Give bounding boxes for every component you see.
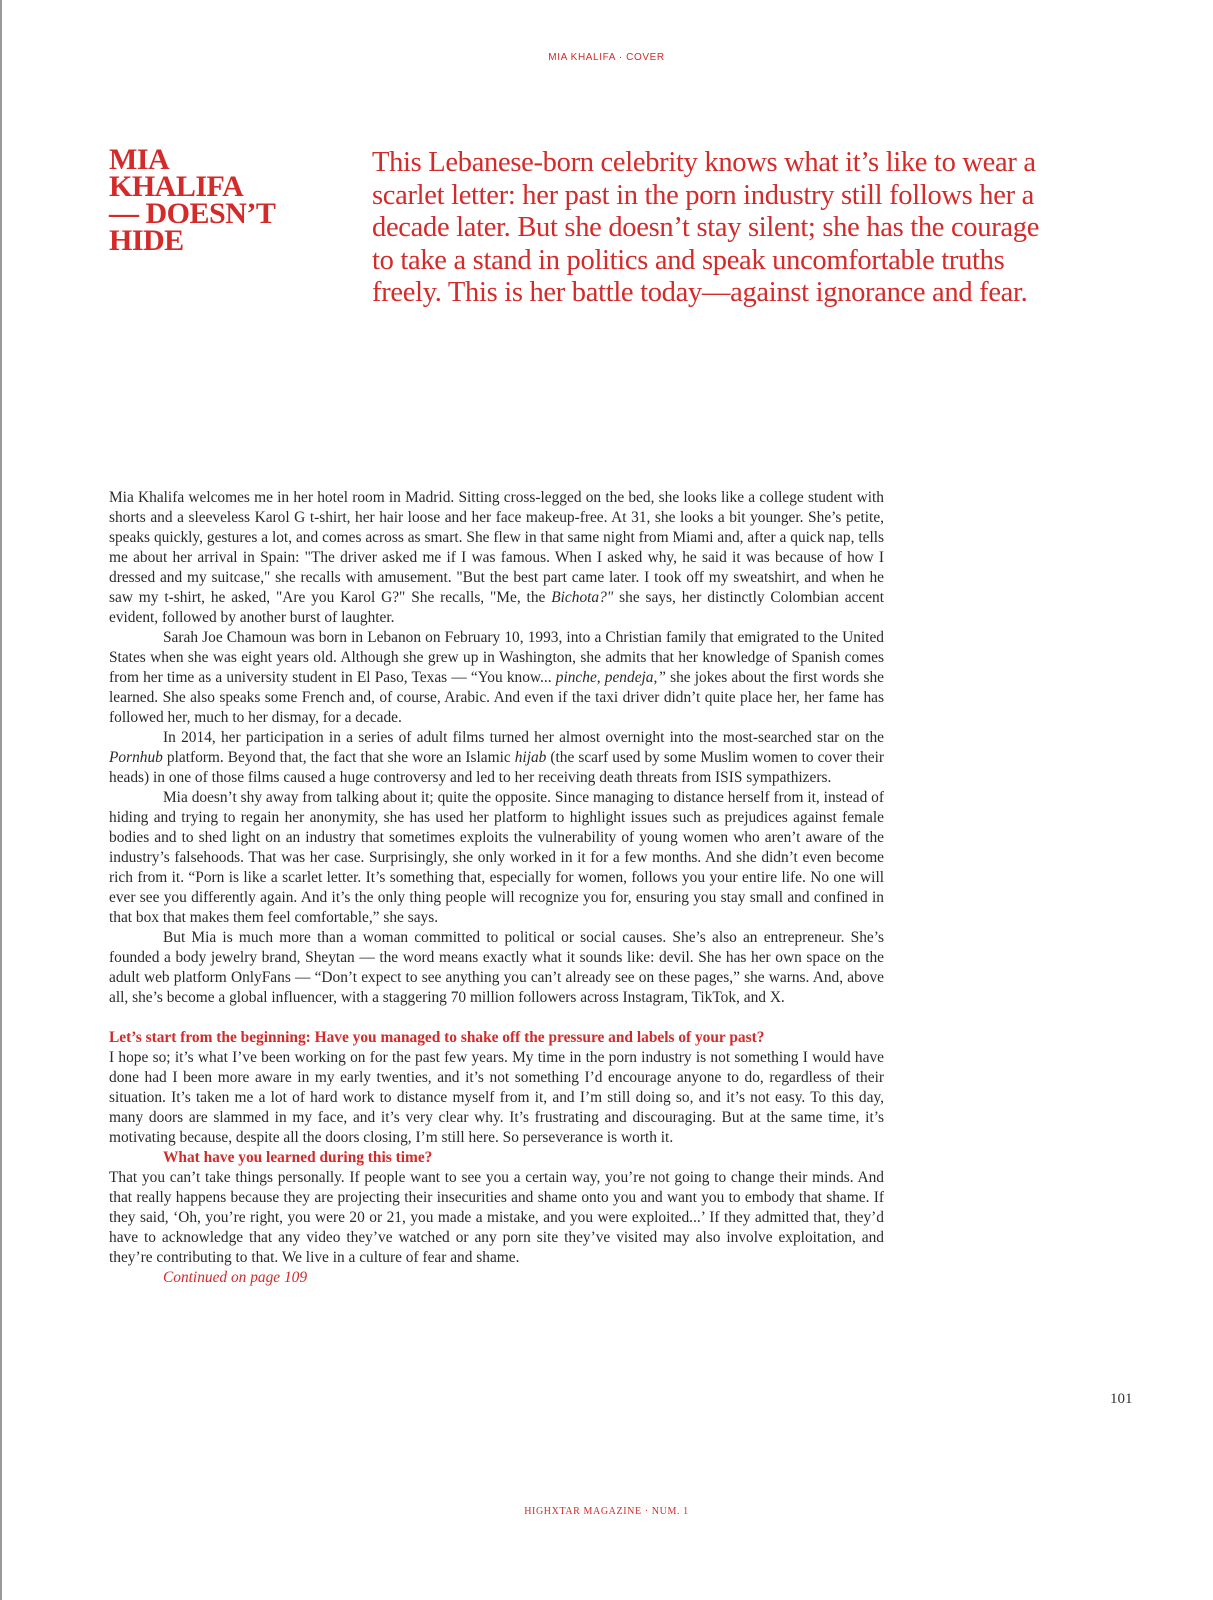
- article-body: [109, 488, 884, 1288]
- footer-magazine-title: HIGHXTAR MAGAZINE · NUM. 1: [524, 1506, 689, 1517]
- intro-paragraph-5: But Mia is much more than a woman committed to political or social causes. She’s also an entrepreneur. She’s founded a body jewelry brand, Sheytan — the word means exactly what it sounds like: devil. She has her own space on the adult web platform OnlyFans — “Don’t expect to see anything you can’t already see on these pages,” she warns. And, above all, she’s become a global influencer, with a staggering 70 million followers across Instagram, TikTok, and X.: [109, 929, 884, 1006]
- italic-text: pinche, pendeja,”: [555, 669, 666, 686]
- interview-question-2: What have you learned during this time?: [163, 1149, 433, 1166]
- interview-question-1: Let’s start from the beginning: Have you managed to shake off the pressure and labels of your past?: [109, 1029, 765, 1046]
- paragraph-text: In 2014, her participation in a series of adult films turned her almost overnight into the most-searched star on the: [163, 729, 884, 746]
- paragraph-text: she jokes about the first words she learned. She also speaks some French and, of course, Arabic. And even if the taxi driver didn’t quite place her, her fame has followed her, much to her dismay, for a decade.: [109, 669, 884, 726]
- interview-answer-1: I hope so; it’s what I’ve been working on for the past few years. My time in the porn industry is not something I would have done had I been more aware in my early twenties, and it’s not something I’d encourage anyone to do, regardless of their situation. It’s taken me a lot of hard work to distance myself from it, and I’m still doing so, and it’s not easy. To this day, many doors are slammed in my face, and it’s very clear why. It’s frustrating and discouraging. But at the same time, it’s motivating because, despite all the doors closing, I’m still here. So perseverance is worth it.: [109, 1049, 884, 1146]
- running-head: MIA KHALIFA · COVER: [548, 52, 665, 63]
- page-edge-line: [0, 0, 2, 1600]
- intro-paragraph-2: [109, 628, 884, 728]
- headline-line: MIA: [109, 143, 170, 176]
- headline-line: HIDE: [109, 224, 184, 257]
- italic-text: hijab: [514, 749, 547, 766]
- intro-paragraph-1: [109, 488, 884, 628]
- headline: [109, 143, 339, 257]
- paragraph-text: platform. Beyond that, the fact that she wore an Islamic: [162, 749, 515, 766]
- italic-text: Bichota?": [551, 589, 614, 606]
- section-spacer: [109, 1008, 884, 1028]
- page-number: 101: [1110, 1391, 1133, 1407]
- standfirst: This Lebanese-born celebrity knows what it’s like to wear a scarlet letter: her past in the porn industry still follows her a decade later. But she doesn’t stay silent; she has the courage to take a stand in politics and speak uncomfortable truths freely. This is her battle today—against ignorance and fear.: [372, 147, 1040, 308]
- headline-line: — DOESN’T: [109, 197, 276, 230]
- continued-note: Continued on page 109: [163, 1269, 308, 1286]
- paragraph-text: Mia Khalifa welcomes me in her hotel room in Madrid. Sitting cross-legged on the bed, she looks like a college student with shorts and a sleeveless Karol G t-shirt, her hair loose and her face makeup-free. At 31, she looks a bit younger. She’s petite, speaks quickly, gestures a lot, and comes across as smart. She flew in that same night from Miami and, after a quick nap, tells me about her arrival in Spain: "The driver asked me if I was famous. When I asked why, he said it was because of how I dressed and my suitcase," she recalls with amusement. "But the best part came later. I took off my sweatshirt, and when he saw my t-shirt, he asked, "Are you Karol G?" She recalls, "Me, the: [109, 489, 884, 606]
- intro-paragraph-4: Mia doesn’t shy away from talking about it; quite the opposite. Since managing to distance herself from it, instead of hiding and trying to regain her anonymity, she has used her platform to highlight issues such as prejudices against female bodies and to shed light on an industry that sometimes exploits the vulnerability of young women who aren’t aware of the industry’s falsehoods. That was her case. Surprisingly, she only worked in it for a few months. And she didn’t even become rich from it. “Porn is like a scarlet letter. It’s something that, especially for women, follows you your entire life. No one will ever see you differently again. And it’s the only thing people will recognize you for, ensuring you stay small and confined in that box that makes them feel comfortable,” she says.: [109, 789, 884, 926]
- paragraph-text: she says, her distinctly Colombian accent evident, followed by another burst of laughter.: [109, 589, 885, 626]
- paragraph-text: Sarah Joe Chamoun was born in Lebanon on February 10, 1993, into a Christian family that emigrated to the United States when she was eight years old. Although she grew up in Washington, she admits that her knowledge of Spanish comes from her time as a university student in El Paso, Texas — “You know...: [109, 629, 884, 686]
- paragraph-text: (the scarf used by some Muslim women to cover their heads) in one of those films caused a huge controversy and led to her receiving death threats from ISIS sympathizers.: [109, 749, 884, 786]
- interview-answer-2: That you can’t take things personally. If people want to see you a certain way, you’re not going to change their minds. And that really happens because they are projecting their insecurities and shame onto you and want you to embody that shame. If they said, ‘Oh, you’re right, you were 20 or 21, you made a mistake, and you were exploited...’ If they admitted that, they’d have to acknowledge that any video they’ve watched or any porn site they’ve visited may also involve exploitation, and they’re contributing to that. We live in a culture of fear and shame.: [109, 1169, 884, 1266]
- italic-text: Pornhub: [109, 749, 163, 766]
- intro-paragraph-3: [109, 728, 884, 788]
- headline-line: KHALIFA: [109, 170, 244, 203]
